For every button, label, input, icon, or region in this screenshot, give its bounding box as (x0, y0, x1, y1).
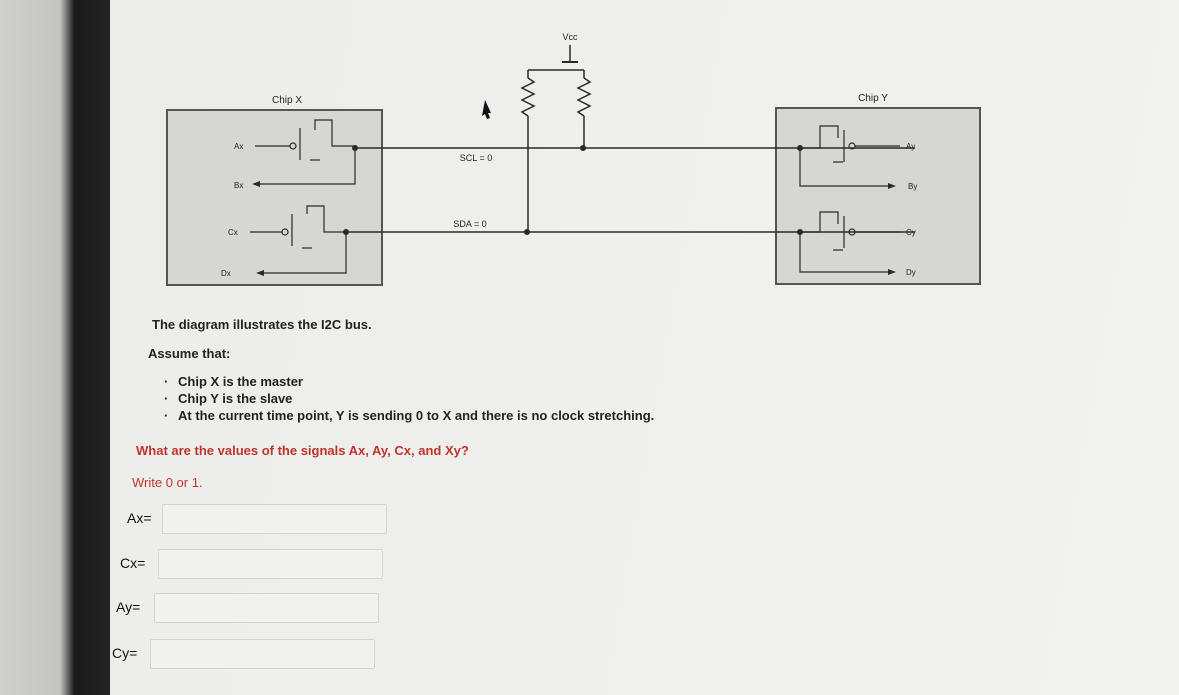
cy-label: Cy= (112, 645, 138, 661)
assume-text: Assume that: (148, 346, 231, 361)
question-prompt: What are the values of the signals Ax, Ay, Cx, and Xy? (136, 443, 469, 458)
instruction-text: Write 0 or 1. (132, 475, 203, 490)
signal-bx: Bx (234, 181, 244, 190)
chip-y-title: Chip Y (858, 93, 888, 104)
signal-cy: Cy (906, 228, 916, 237)
monitor-bezel (0, 0, 120, 695)
ay-label: Ay= (116, 599, 141, 615)
intro-text: The diagram illustrates the I2C bus. (152, 317, 372, 332)
signal-ax: Ax (234, 142, 244, 151)
ay-input[interactable] (154, 593, 379, 623)
sda-label: SDA = 0 (453, 219, 487, 229)
scl-label: SCL = 0 (459, 153, 493, 163)
list-item: · Chip Y is the slave (164, 391, 293, 406)
screen (110, 0, 1179, 695)
ax-label: Ax= (127, 510, 152, 526)
cx-label: Cx= (120, 555, 146, 571)
signal-by: By (908, 182, 918, 191)
assumption-list (164, 373, 654, 424)
vcc-label: Vcc (562, 32, 578, 42)
chip-x-title: Chip X (271, 95, 303, 106)
list-item: · At the current time point, Y is sending 0 to X and there is no clock stretching. (164, 408, 655, 423)
cx-input[interactable] (158, 549, 383, 579)
ax-input[interactable] (162, 504, 387, 534)
signal-cx: Cx (228, 228, 238, 237)
cy-input[interactable] (150, 639, 375, 669)
signal-ay: Ay (906, 142, 916, 151)
list-item: · Chip X is the master (164, 374, 303, 389)
signal-dx: Dx (221, 269, 231, 278)
signal-dy: Dy (906, 268, 916, 277)
